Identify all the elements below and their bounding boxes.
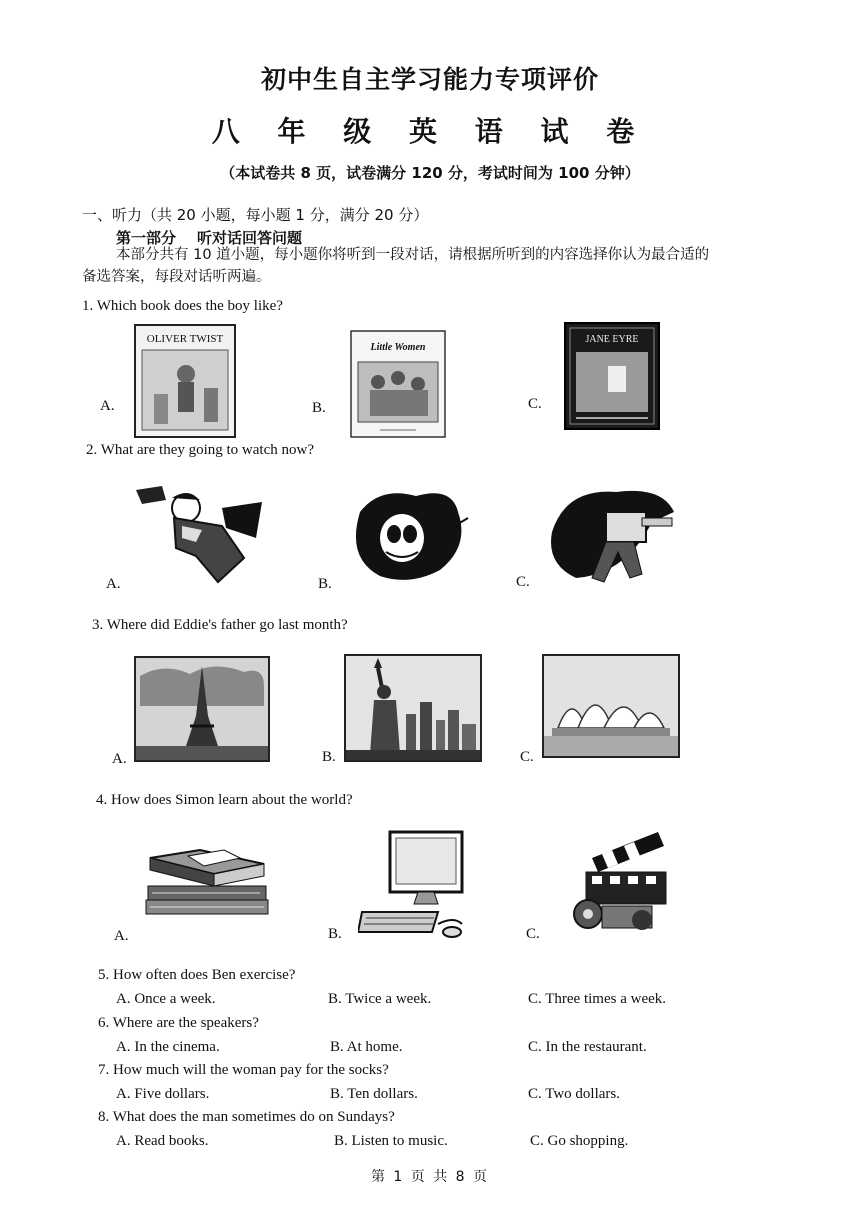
question-1: 1. Which book does the boy like? <box>82 298 283 314</box>
spiderman-icon <box>340 482 470 586</box>
q1-option-a-letter: A. <box>100 398 115 414</box>
q7-option-b: B. Ten dollars. <box>330 1086 418 1102</box>
q4-option-c-letter: C. <box>526 926 540 942</box>
q4-option-a-letter: A. <box>114 928 129 944</box>
instruction-line-2: 备选答案，每段对话听两遍。 <box>82 269 271 285</box>
question-5: 5. How often does Ben exercise? <box>98 967 296 983</box>
q8-option-c: C. Go shopping. <box>530 1133 629 1149</box>
q6-option-c: C. In the restaurant. <box>528 1039 647 1055</box>
svg-text:OLIVER TWIST: OLIVER TWIST <box>146 333 224 345</box>
little-women-book-cover-icon <box>350 330 446 438</box>
q7-option-c: C. Two dollars. <box>528 1086 621 1102</box>
computer-icon <box>358 828 476 940</box>
svg-text:Little Women: Little Women <box>370 342 426 353</box>
part-title: 听对话回答问题 <box>197 229 303 247</box>
q1-option-b-letter: B. <box>312 400 326 416</box>
q3-option-c-letter: C. <box>520 749 534 765</box>
film-clapperboard-icon <box>572 828 668 936</box>
section-heading: 一、听力（共 20 小题，每小题 1 分，满分 20 分） <box>82 206 429 224</box>
q2-option-c-letter: C. <box>516 574 530 590</box>
q4-option-b-letter: B. <box>328 926 342 942</box>
q6-option-b: B. At home. <box>330 1039 403 1055</box>
page-number: 第 1 页 共 8 页 <box>370 1169 490 1185</box>
q8-option-b: B. Listen to music. <box>334 1133 448 1149</box>
part-label: 第一部分 <box>116 229 177 247</box>
exam-note: （本试卷共 8 页，试卷满分 120 分，考试时间为 100 分钟） <box>220 164 640 182</box>
sydney-opera-house-icon <box>542 654 680 758</box>
question-2: 2. What are they going to watch now? <box>86 442 314 458</box>
oliver-twist-book-cover-icon <box>134 324 236 438</box>
superman-icon <box>126 478 266 584</box>
exam-subtitle: 八 年 级 英 语 试 卷 <box>211 115 649 148</box>
question-6: 6. Where are the speakers? <box>98 1015 259 1031</box>
question-7: 7. How much will the woman pay for the socks? <box>98 1062 389 1078</box>
batman-icon <box>546 482 680 586</box>
q8-option-a: A. Read books. <box>116 1133 209 1149</box>
books-stack-icon <box>140 848 274 922</box>
statue-of-liberty-icon <box>344 654 482 762</box>
question-3: 3. Where did Eddie's father go last month? <box>92 617 348 633</box>
question-8: 8. What does the man sometimes do on Sundays? <box>98 1109 395 1125</box>
question-4: 4. How does Simon learn about the world? <box>96 792 353 808</box>
eiffel-tower-icon <box>134 656 270 762</box>
q2-option-b-letter: B. <box>318 576 332 592</box>
q3-option-a-letter: A. <box>112 751 127 767</box>
q3-option-b-letter: B. <box>322 749 336 765</box>
q7-option-a: A. Five dollars. <box>116 1086 210 1102</box>
jane-eyre-book-cover-icon <box>564 322 660 430</box>
exam-title: 初中生自主学习能力专项评价 <box>260 65 599 94</box>
q5-option-b: B. Twice a week. <box>328 991 432 1007</box>
q6-option-a: A. In the cinema. <box>116 1039 220 1055</box>
q2-option-a-letter: A. <box>106 576 121 592</box>
q5-option-a: A. Once a week. <box>116 991 216 1007</box>
instruction-line-1: 本部分共有 10 道小题，每小题你将听到一段对话，请根据所听到的内容选择你认为最合适的 <box>116 247 710 263</box>
svg-text:JANE EYRE: JANE EYRE <box>585 334 639 345</box>
q5-option-c: C. Three times a week. <box>528 991 667 1007</box>
q1-option-c-letter: C. <box>528 396 542 412</box>
